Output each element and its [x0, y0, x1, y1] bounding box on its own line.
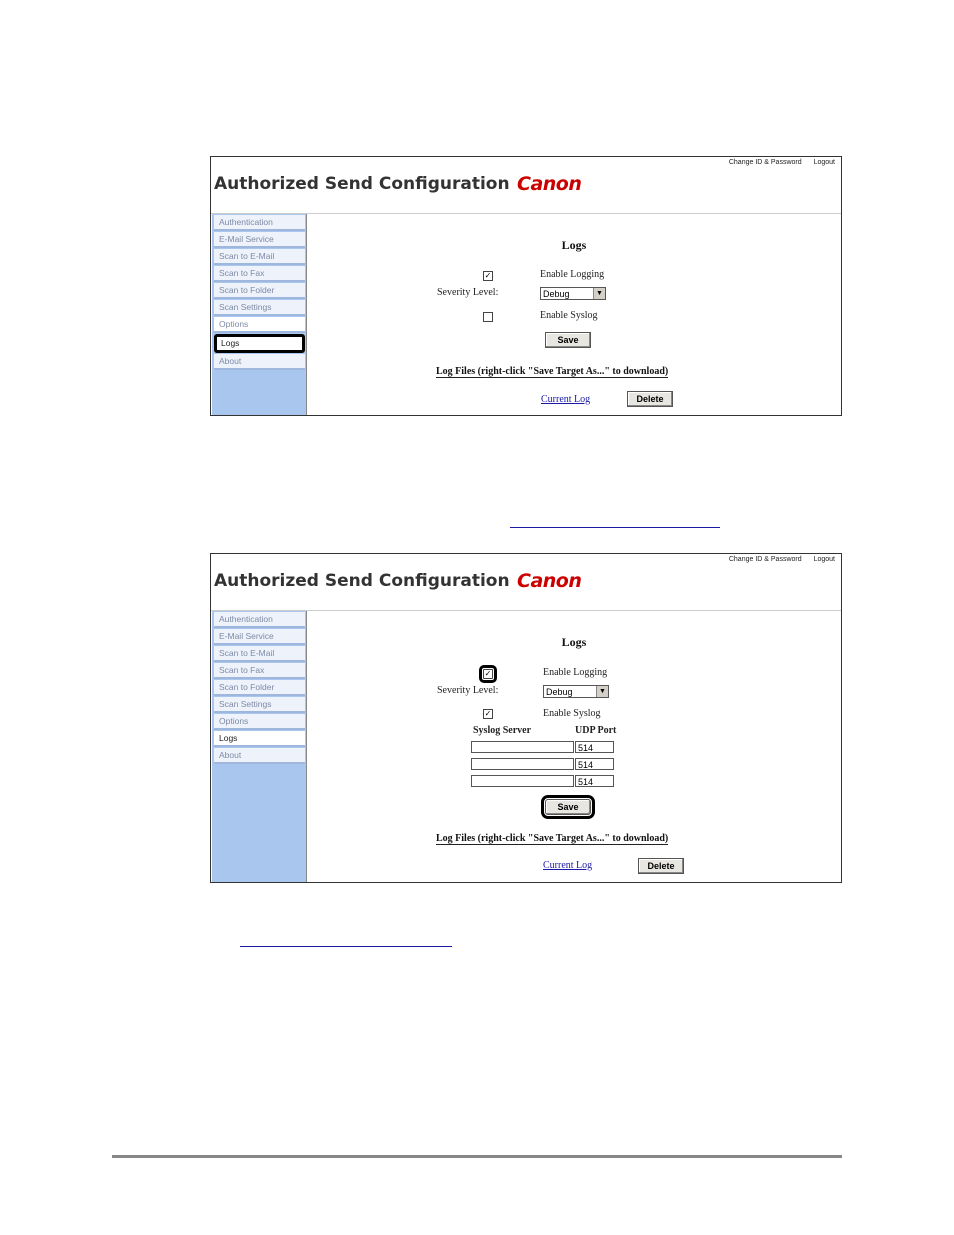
screenshot-logs-syslog [210, 553, 842, 883]
save-button[interactable]: Save [545, 799, 591, 815]
page-title: Logs [561, 635, 587, 649]
enable-logging-checkbox[interactable]: ✓ [484, 669, 492, 678]
top-links [719, 556, 835, 563]
chevron-down-icon: ▼ [593, 288, 605, 299]
nav-item-scan-settings[interactable]: Scan Settings [214, 300, 305, 316]
nav-item-scan-to-email[interactable]: Scan to E-Mail [214, 249, 305, 265]
sidebar [212, 611, 307, 882]
enable-syslog-label: Enable Syslog [540, 310, 598, 321]
canon-logo: Canon [517, 173, 582, 195]
nav-item-logs[interactable]: Logs [214, 334, 305, 353]
udp-port-header: UDP Port [575, 725, 617, 736]
nav-item-email-service[interactable]: E-Mail Service [214, 629, 305, 645]
change-id-password-link[interactable]: Change ID & Password [728, 556, 802, 563]
top-links [719, 159, 835, 166]
nav-item-options[interactable]: Options [214, 317, 305, 333]
udp-port-input-1[interactable]: 514 [575, 741, 614, 753]
log-files-header: Log Files (right-click "Save Target As..." to download) [436, 366, 669, 377]
severity-level-select[interactable] [543, 685, 609, 698]
document-hyperlink[interactable] [240, 946, 452, 947]
change-id-password-link[interactable]: Change ID & Password [728, 159, 802, 166]
app-title: Authorized Send Configuration [214, 174, 510, 194]
enable-logging-label: Enable Logging [543, 667, 608, 678]
logs-panel [307, 611, 841, 882]
current-log-link[interactable]: Current Log [541, 394, 591, 405]
nav-item-scan-to-folder[interactable]: Scan to Folder [214, 680, 305, 696]
enable-logging-label: Enable Logging [540, 269, 605, 280]
nav-item-authentication[interactable]: Authentication [214, 215, 305, 231]
severity-level-label: Severity Level: [437, 287, 499, 298]
udp-port-input-2[interactable]: 514 [575, 758, 614, 770]
nav-item-about[interactable]: About [214, 354, 305, 370]
severity-level-select[interactable] [540, 287, 606, 300]
page-title: Logs [561, 238, 587, 252]
nav-item-scan-to-folder[interactable]: Scan to Folder [214, 283, 305, 299]
udp-port-input-3[interactable]: 514 [575, 775, 614, 787]
app-title: Authorized Send Configuration [214, 571, 510, 591]
enable-logging-checkbox[interactable]: ✓ [484, 271, 492, 280]
delete-button[interactable]: Delete [638, 858, 684, 874]
footer-rule [112, 1155, 842, 1158]
syslog-server-input-1[interactable] [471, 741, 574, 753]
severity-level-value: Debug [543, 289, 570, 299]
nav-item-email-service[interactable]: E-Mail Service [214, 232, 305, 248]
syslog-server-input-2[interactable] [471, 758, 574, 770]
nav-item-options[interactable]: Options [214, 714, 305, 730]
severity-level-value: Debug [546, 687, 573, 697]
delete-button[interactable]: Delete [627, 391, 673, 407]
nav-item-scan-to-email[interactable]: Scan to E-Mail [214, 646, 305, 662]
enable-syslog-checkbox[interactable]: ✓ [484, 709, 492, 718]
severity-level-label: Severity Level: [437, 685, 499, 696]
enable-syslog-checkbox[interactable] [483, 312, 493, 322]
nav-item-logs[interactable]: Logs [214, 731, 305, 747]
sidebar [212, 214, 307, 415]
enable-syslog-label: Enable Syslog [543, 708, 601, 719]
canon-logo: Canon [517, 570, 582, 592]
logout-link[interactable]: Logout [813, 556, 835, 563]
logout-link[interactable]: Logout [813, 159, 835, 166]
syslog-server-input-3[interactable] [471, 775, 574, 787]
document-hyperlink[interactable] [510, 527, 720, 528]
current-log-link[interactable]: Current Log [543, 860, 593, 871]
logs-panel [307, 214, 841, 415]
syslog-server-header: Syslog Server [473, 725, 532, 736]
nav-item-scan-settings[interactable]: Scan Settings [214, 697, 305, 713]
nav-item-scan-to-fax[interactable]: Scan to Fax [214, 663, 305, 679]
log-files-header: Log Files (right-click "Save Target As..." to download) [436, 833, 669, 844]
nav-item-about[interactable]: About [214, 748, 305, 764]
screenshot-logs-before [210, 156, 842, 416]
save-button[interactable]: Save [545, 332, 591, 348]
chevron-down-icon: ▼ [596, 686, 608, 697]
nav-item-authentication[interactable]: Authentication [214, 612, 305, 628]
nav-item-scan-to-fax[interactable]: Scan to Fax [214, 266, 305, 282]
